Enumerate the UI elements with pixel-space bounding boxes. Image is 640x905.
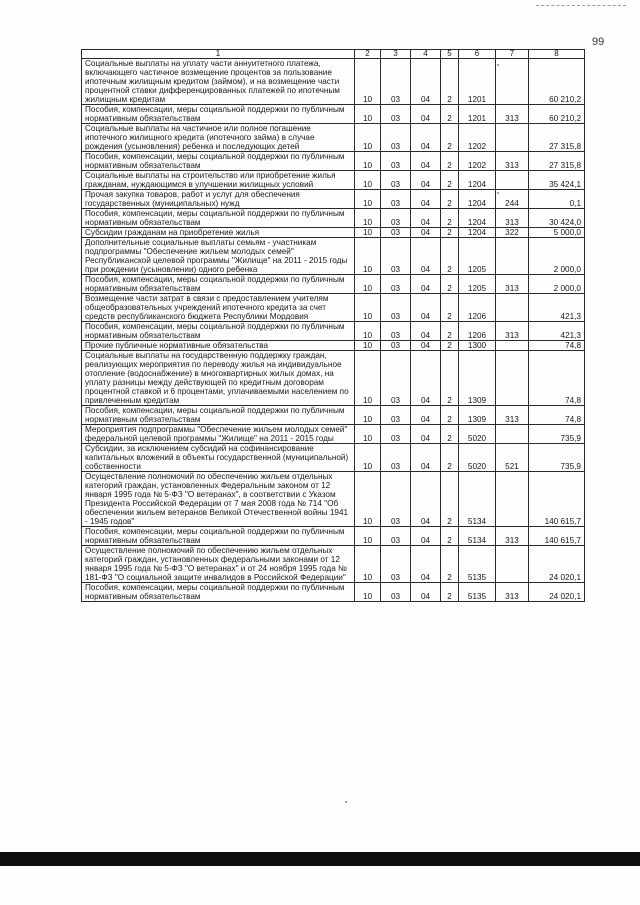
code-expense-type-cell [496, 171, 529, 190]
table-row [82, 124, 585, 152]
code-subprogram-cell: 2 [441, 238, 459, 275]
code-section-cell: 10 [355, 527, 381, 546]
row-amount-cell: 735,9 [529, 425, 585, 444]
column-header: 3 [381, 50, 411, 59]
code-section-cell: 10 [355, 546, 381, 583]
row-name-cell: Пособия, компенсации, меры социальной поддержки по публичным нормативным обязательствам [82, 209, 355, 228]
code-subprogram-cell: 2 [441, 583, 459, 602]
code-subsection-cell: 03 [381, 105, 411, 124]
code-program-cell: 04 [411, 341, 441, 351]
row-name-cell: Дополнительные социальные выплаты семьям - участникам подпрограммы "Обеспечение жильем молодых семей" Республиканской целевой программы "Жилище" на 2011 - 2015 годы при рождении (усыновлении) одного ребенка [82, 238, 355, 275]
scan-speck [497, 64, 499, 66]
row-amount-cell: 24 020,1 [529, 546, 585, 583]
code-program-cell: 04 [411, 472, 441, 527]
code-program-cell: 04 [411, 209, 441, 228]
table-row [82, 294, 585, 322]
row-amount-cell: 5 000,0 [529, 228, 585, 238]
code-expense-type-cell: 521 [496, 444, 529, 472]
table-row [82, 238, 585, 275]
code-section-cell: 10 [355, 171, 381, 190]
code-subsection-cell: 03 [381, 472, 411, 527]
code-expense-type-cell: 313 [496, 527, 529, 546]
row-amount-cell: 2 000,0 [529, 275, 585, 294]
code-expense-type-cell [496, 294, 529, 322]
code-program-cell: 04 [411, 171, 441, 190]
code-program-cell: 04 [411, 406, 441, 425]
row-name-cell: Мероприятия подпрограммы "Обеспечение жильем молодых семей" федеральной целевой программы "Жилище" на 2011 - 2015 годы [82, 425, 355, 444]
code-subprogram-cell: 2 [441, 322, 459, 341]
code-item-cell: 1204 [459, 209, 496, 228]
row-name-cell: Пособия, компенсации, меры социальной поддержки по публичным нормативным обязательствам [82, 406, 355, 425]
code-expense-type-cell: 313 [496, 209, 529, 228]
code-section-cell: 10 [355, 124, 381, 152]
row-amount-cell: 60 210,2 [529, 59, 585, 105]
code-item-cell: 1202 [459, 124, 496, 152]
code-expense-type-cell [496, 341, 529, 351]
code-expense-type-cell: 313 [496, 105, 529, 124]
code-subsection-cell: 03 [381, 406, 411, 425]
code-subprogram-cell: 2 [441, 228, 459, 238]
code-item-cell: 1201 [459, 59, 496, 105]
code-expense-type-cell [496, 351, 529, 406]
column-header: 6 [459, 50, 496, 59]
code-expense-type-cell: 313 [496, 406, 529, 425]
row-amount-cell: 74,8 [529, 351, 585, 406]
table-row [82, 275, 585, 294]
column-header: 7 [496, 50, 529, 59]
table-row [82, 228, 585, 238]
code-subsection-cell: 03 [381, 59, 411, 105]
code-expense-type-cell [496, 59, 529, 105]
code-expense-type-cell: 313 [496, 322, 529, 341]
row-amount-cell: 735,9 [529, 444, 585, 472]
row-name-cell: Социальные выплаты на строительство или приобретение жилья гражданам, нуждающимся в улучшении жилищных условий [82, 171, 355, 190]
code-subprogram-cell: 2 [441, 444, 459, 472]
code-item-cell: 5020 [459, 425, 496, 444]
scan-speck [497, 192, 499, 194]
code-subsection-cell: 03 [381, 425, 411, 444]
row-amount-cell: 0,1 [529, 190, 585, 209]
code-subsection-cell: 03 [381, 351, 411, 406]
row-name-cell: Социальные выплаты на частичное или полное погашение ипотечного жилищного кредита (ипотечного займа) в случае рождения (усыновления) ребенка и последующих детей [82, 124, 355, 152]
code-subsection-cell: 03 [381, 527, 411, 546]
code-expense-type-cell: 313 [496, 275, 529, 294]
row-name-cell: Пособия, компенсации, меры социальной поддержки по публичным нормативным обязательствам [82, 152, 355, 171]
row-name-cell: Пособия, компенсации, меры социальной поддержки по публичным нормативным обязательствам [82, 105, 355, 124]
code-program-cell: 04 [411, 238, 441, 275]
code-subsection-cell: 03 [381, 238, 411, 275]
code-subprogram-cell: 2 [441, 209, 459, 228]
scan-speck [345, 801, 347, 803]
code-expense-type-cell: 244 [496, 190, 529, 209]
code-subsection-cell: 03 [381, 209, 411, 228]
code-subsection-cell: 03 [381, 124, 411, 152]
table-row [82, 105, 585, 124]
code-item-cell: 5134 [459, 472, 496, 527]
code-subprogram-cell: 2 [441, 546, 459, 583]
row-amount-cell: 27 315,8 [529, 124, 585, 152]
code-program-cell: 04 [411, 59, 441, 105]
table-row [82, 425, 585, 444]
code-program-cell: 04 [411, 527, 441, 546]
code-section-cell: 10 [355, 294, 381, 322]
code-expense-type-cell: 313 [496, 583, 529, 602]
code-section-cell: 10 [355, 152, 381, 171]
code-item-cell: 1204 [459, 171, 496, 190]
code-item-cell: 5134 [459, 527, 496, 546]
code-section-cell: 10 [355, 406, 381, 425]
row-amount-cell: 140 615,7 [529, 472, 585, 527]
row-name-cell: Пособия, компенсации, меры социальной поддержки по публичным нормативным обязательствам [82, 322, 355, 341]
code-expense-type-cell: 313 [496, 152, 529, 171]
code-subprogram-cell: 2 [441, 472, 459, 527]
code-program-cell: 04 [411, 351, 441, 406]
code-section-cell: 10 [355, 105, 381, 124]
code-subprogram-cell: 2 [441, 406, 459, 425]
code-program-cell: 04 [411, 546, 441, 583]
code-subprogram-cell: 2 [441, 275, 459, 294]
code-program-cell: 04 [411, 444, 441, 472]
row-amount-cell: 35 424,1 [529, 171, 585, 190]
code-item-cell: 1309 [459, 406, 496, 425]
code-subsection-cell: 03 [381, 228, 411, 238]
column-header: 5 [441, 50, 459, 59]
code-item-cell: 5135 [459, 546, 496, 583]
code-program-cell: 04 [411, 152, 441, 171]
row-name-cell: Субсидии гражданам на приобретение жилья [82, 228, 355, 238]
code-subprogram-cell: 2 [441, 425, 459, 444]
table-row [82, 583, 585, 602]
code-subprogram-cell: 2 [441, 124, 459, 152]
code-subprogram-cell: 2 [441, 527, 459, 546]
code-program-cell: 04 [411, 228, 441, 238]
table-row [82, 209, 585, 228]
row-name-cell: Пособия, компенсации, меры социальной поддержки по публичным нормативным обязательствам [82, 527, 355, 546]
table-header-row [82, 50, 585, 59]
code-item-cell: 5135 [459, 583, 496, 602]
code-program-cell: 04 [411, 425, 441, 444]
code-subsection-cell: 03 [381, 444, 411, 472]
code-section-cell: 10 [355, 322, 381, 341]
table-row [82, 406, 585, 425]
row-amount-cell: 74,8 [529, 341, 585, 351]
code-subprogram-cell: 2 [441, 341, 459, 351]
code-subsection-cell: 03 [381, 275, 411, 294]
code-section-cell: 10 [355, 238, 381, 275]
row-name-cell: Прочая закупка товаров, работ и услуг для обеспечения государственных (муниципальных) нужд [82, 190, 355, 209]
code-item-cell: 1300 [459, 341, 496, 351]
code-subsection-cell: 03 [381, 546, 411, 583]
code-subsection-cell: 03 [381, 341, 411, 351]
code-section-cell: 10 [355, 190, 381, 209]
code-subsection-cell: 03 [381, 171, 411, 190]
row-name-cell: Социальные выплаты на государственную поддержку граждан, реализующих мероприятия по переводу жилья на индивидуальное отопление (водоснабжение) в многоквартирных жилых домах, на уплату разницы между действующей по кредитным договорам процентной ставкой и 6 процентами, уплачиваемыми населением по привлеченным кредитам [82, 351, 355, 406]
code-item-cell: 1309 [459, 351, 496, 406]
table-row [82, 444, 585, 472]
code-subsection-cell: 03 [381, 322, 411, 341]
code-section-cell: 10 [355, 59, 381, 105]
column-header: 8 [529, 50, 585, 59]
code-section-cell: 10 [355, 209, 381, 228]
code-program-cell: 04 [411, 322, 441, 341]
column-header: 1 [82, 50, 355, 59]
code-section-cell: 10 [355, 472, 381, 527]
code-item-cell: 1205 [459, 238, 496, 275]
code-item-cell: 1204 [459, 190, 496, 209]
row-name-cell: Осуществление полномочий по обеспечению жильем отдельных категорий граждан, установленных Федеральным законом от 12 января 1995 года № 5-ФЗ "О ветеранах", в соответствии с Указом Президента Российской Федерации от 7 мая 2008 года № 714 "Об обеспечении жильем ветеранов Великой Отечественной войны 1941 - 1945 годов" [82, 472, 355, 527]
code-subsection-cell: 03 [381, 583, 411, 602]
table-row [82, 171, 585, 190]
code-item-cell: 1204 [459, 228, 496, 238]
page-number: 99 [592, 36, 605, 48]
budget-table [81, 49, 585, 602]
code-expense-type-cell [496, 472, 529, 527]
row-name-cell: Пособия, компенсации, меры социальной поддержки по публичным нормативным обязательствам [82, 275, 355, 294]
code-program-cell: 04 [411, 124, 441, 152]
column-header: 2 [355, 50, 381, 59]
code-expense-type-cell [496, 425, 529, 444]
row-name-cell: Социальные выплаты на уплату части аннуитетного платежа, включающего частичное возмещение процентов за пользование ипотечным жилищным кредитом (займом), и на возмещение части процентной ставки дифференцированных платежей по ипотечным жилищным кредитам [82, 59, 355, 105]
code-item-cell: 1206 [459, 294, 496, 322]
table-row [82, 190, 585, 209]
code-program-cell: 04 [411, 275, 441, 294]
row-amount-cell: 24 020,1 [529, 583, 585, 602]
table-row [82, 351, 585, 406]
row-amount-cell: 421,3 [529, 294, 585, 322]
code-item-cell: 1202 [459, 152, 496, 171]
code-item-cell: 1201 [459, 105, 496, 124]
code-section-cell: 10 [355, 351, 381, 406]
code-subprogram-cell: 2 [441, 190, 459, 209]
row-amount-cell: 421,3 [529, 322, 585, 341]
row-amount-cell: 74,8 [529, 406, 585, 425]
code-program-cell: 04 [411, 583, 441, 602]
code-item-cell: 1205 [459, 275, 496, 294]
row-name-cell: Возмещение части затрат в связи с предоставлением учителям общеобразовательных учреждений ипотечного кредита за счет средств республиканского бюджета Республики Мордовия [82, 294, 355, 322]
code-section-cell: 10 [355, 228, 381, 238]
column-header: 4 [411, 50, 441, 59]
scan-bottom-edge [0, 852, 640, 866]
code-subsection-cell: 03 [381, 294, 411, 322]
code-subprogram-cell: 2 [441, 105, 459, 124]
code-section-cell: 10 [355, 275, 381, 294]
code-expense-type-cell [496, 238, 529, 275]
table-row [82, 59, 585, 105]
row-amount-cell: 27 315,8 [529, 152, 585, 171]
scan-edge-line [536, 5, 626, 6]
row-amount-cell: 30 424,0 [529, 209, 585, 228]
table-row [82, 546, 585, 583]
code-expense-type-cell [496, 124, 529, 152]
code-expense-type-cell: 322 [496, 228, 529, 238]
row-name-cell: Прочие публичные нормативные обязательства [82, 341, 355, 351]
row-amount-cell: 60 210,2 [529, 105, 585, 124]
row-name-cell: Субсидии, за исключением субсидий на софинансирование капитальных вложений в объекты государственной (муниципальной) собственности [82, 444, 355, 472]
table-row [82, 472, 585, 527]
code-program-cell: 04 [411, 294, 441, 322]
row-amount-cell: 2 000,0 [529, 238, 585, 275]
row-amount-cell: 140 615,7 [529, 527, 585, 546]
table-row [82, 322, 585, 341]
code-expense-type-cell [496, 546, 529, 583]
code-item-cell: 5020 [459, 444, 496, 472]
table-row [82, 341, 585, 351]
table-row [82, 527, 585, 546]
code-section-cell: 10 [355, 583, 381, 602]
code-section-cell: 10 [355, 341, 381, 351]
row-name-cell: Осуществление полномочий по обеспечению жильем отдельных категорий граждан, установленных федеральными законами от 12 января 1995 года № 5-ФЗ "О ветеранах" и от 24 ноября 1995 года № 181-ФЗ "О социальной защите инвалидов в Российской Федерации" [82, 546, 355, 583]
code-section-cell: 10 [355, 444, 381, 472]
code-program-cell: 04 [411, 105, 441, 124]
code-item-cell: 1206 [459, 322, 496, 341]
table-row [82, 152, 585, 171]
code-subsection-cell: 03 [381, 152, 411, 171]
code-subprogram-cell: 2 [441, 59, 459, 105]
code-subprogram-cell: 2 [441, 351, 459, 406]
code-program-cell: 04 [411, 190, 441, 209]
code-subprogram-cell: 2 [441, 152, 459, 171]
code-section-cell: 10 [355, 425, 381, 444]
row-name-cell: Пособия, компенсации, меры социальной поддержки по публичным нормативным обязательствам [82, 583, 355, 602]
code-subsection-cell: 03 [381, 190, 411, 209]
code-subprogram-cell: 2 [441, 294, 459, 322]
code-subprogram-cell: 2 [441, 171, 459, 190]
